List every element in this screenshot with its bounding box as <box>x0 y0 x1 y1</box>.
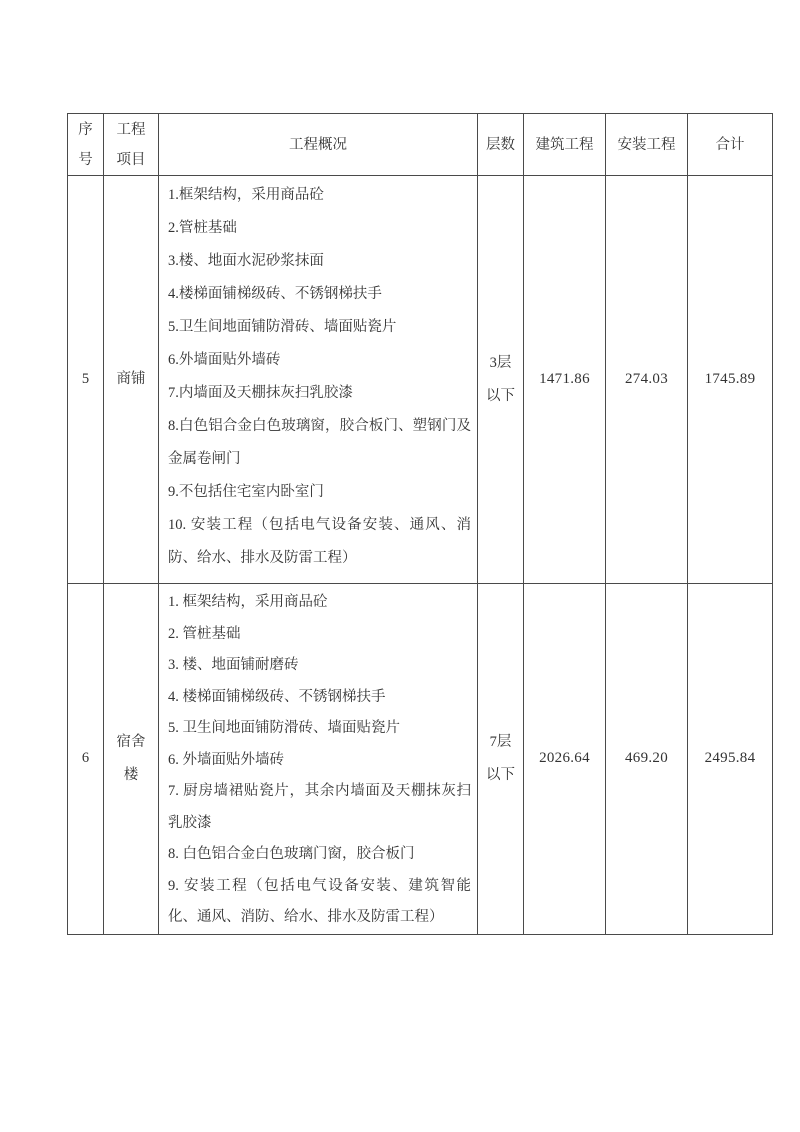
overview-item: 3.楼、地面水泥砂浆抹面 <box>168 253 324 269</box>
overview-item: 7. 厨房墙裙贴瓷片，其余内墙面及天棚抹灰扫乳胶漆 <box>168 783 471 831</box>
total-cost-cell <box>688 176 773 584</box>
project-overview-cell <box>159 584 478 935</box>
overview-item: 3. 楼、地面铺耐磨砖 <box>168 657 299 673</box>
overview-item: 8.白色铝合金白色玻璃窗，胶合板门、塑钢门及金属卷闸门 <box>168 418 471 467</box>
construction-cost: 1471.86 <box>539 371 590 387</box>
overview-item: 7.内墙面及天棚抹灰扫乳胶漆 <box>168 385 353 401</box>
floors-value: 3层以下 <box>486 354 515 404</box>
overview-item: 2.管桩基础 <box>168 220 237 236</box>
project-overview-cell <box>159 176 478 584</box>
overview-item: 6.外墙面贴外墙砖 <box>168 352 281 368</box>
row-index-cell <box>68 176 104 584</box>
installation-cost: 274.03 <box>624 371 669 387</box>
overview-item: 1.框架结构，采用商品砼 <box>168 187 324 203</box>
overview-item: 2. 管桩基础 <box>168 625 241 642</box>
overview-item: 6. 外墙面贴外墙砖 <box>168 751 284 768</box>
construction-cost-cell <box>524 584 606 935</box>
project-name: 宿舍楼 <box>116 733 146 783</box>
header-index: 序号 <box>68 114 104 176</box>
total-cost-cell <box>688 584 773 935</box>
project-name-cell <box>104 584 159 935</box>
overview-item: 8. 白色铝合金白色玻璃门窗，胶合板门 <box>168 846 415 862</box>
overview-item: 5. 卫生间地面铺防滑砖、墙面贴瓷片 <box>168 720 400 736</box>
total-cost: 1745.89 <box>704 371 756 387</box>
row-index-cell <box>68 584 104 935</box>
installation-cost: 469.20 <box>624 750 669 767</box>
floors-cell <box>478 584 524 935</box>
table-row <box>68 176 773 584</box>
construction-cost: 2026.64 <box>539 750 590 767</box>
table-row <box>68 584 773 935</box>
header-project: 工程项目 <box>104 114 159 176</box>
row-index: 5 <box>81 371 90 387</box>
floors-value: 7层以下 <box>486 733 515 783</box>
floors-cell <box>478 176 524 584</box>
header-overview: 工程概况 <box>159 114 478 176</box>
table-header-row <box>68 114 773 176</box>
project-summary-table <box>67 113 773 935</box>
header-construction: 建筑工程 <box>524 114 606 176</box>
installation-cost-cell <box>606 584 688 935</box>
project-name: 商铺 <box>116 371 146 388</box>
overview-item: 9. 安装工程（包括电气设备安装、建筑智能化、通风、消防、给水、排水及防雷工程） <box>168 877 471 925</box>
installation-cost-cell <box>606 176 688 584</box>
overview-item: 4. 楼梯面铺梯级砖、不锈钢梯扶手 <box>168 688 386 705</box>
overview-item: 5.卫生间地面铺防滑砖、墙面贴瓷片 <box>168 319 397 335</box>
project-name-cell <box>104 176 159 584</box>
row-index: 6 <box>81 750 90 767</box>
header-installation: 安装工程 <box>606 114 688 176</box>
header-floors: 层数 <box>478 114 524 176</box>
overview-item: 1. 框架结构，采用商品砼 <box>168 594 328 610</box>
overview-item: 10. 安装工程（包括电气设备安装、通风、消防、给水、排水及防雷工程） <box>168 517 471 566</box>
header-total: 合计 <box>688 114 773 176</box>
overview-item: 9.不包括住宅室内卧室门 <box>168 484 324 500</box>
construction-cost-cell <box>524 176 606 584</box>
total-cost: 2495.84 <box>704 750 756 767</box>
overview-item: 4.楼梯面铺梯级砖、不锈钢梯扶手 <box>168 286 382 302</box>
